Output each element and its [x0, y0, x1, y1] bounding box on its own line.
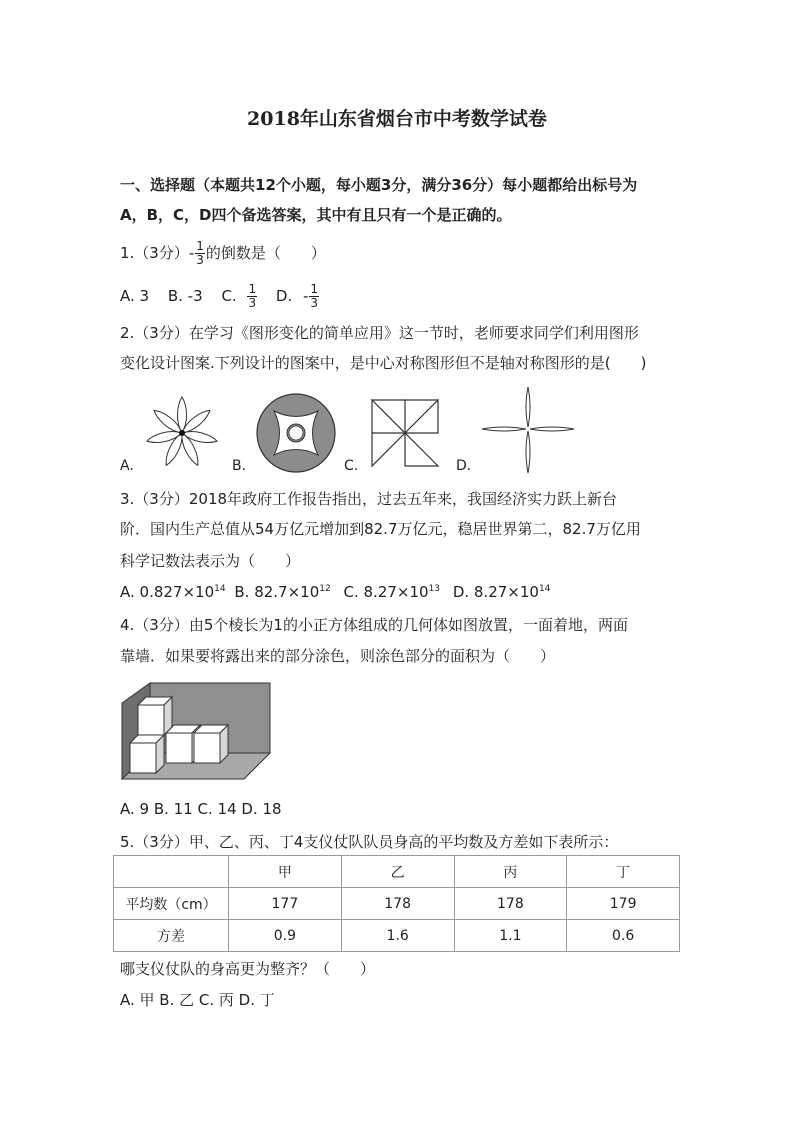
q1-options [120, 283, 320, 310]
q4-line-1: 4.（3分）由5个棱长为1的小正方体组成的几何体如图放置，一面着地，两面 [120, 616, 628, 634]
table-row [114, 856, 680, 888]
q2-line-2: 变化设计图案.下列设计的图案中，是中心对称图形但不是轴对称图形的是( ) [120, 354, 647, 372]
table-cell: 178 [341, 888, 454, 920]
q2-figure-b-disk [255, 392, 337, 474]
q3-options [120, 583, 550, 601]
q1-frac-num: 1 [196, 239, 204, 253]
table-cell: 1.6 [341, 920, 454, 952]
q5-options: A. 甲 B. 乙 C. 丙 D. 丁 [120, 991, 275, 1009]
q3-a-exp: 14 [214, 584, 226, 594]
table-cell: 0.9 [229, 920, 342, 952]
q3-d-base: D. 8.27×10 [452, 583, 539, 601]
table-cell: 177 [229, 888, 342, 920]
section-intro [120, 170, 700, 230]
row-label-variance: 方差 [114, 920, 229, 952]
q3-b-base: B. 82.7×10 [234, 583, 320, 601]
q3-option-d [453, 583, 551, 601]
q3-option-a [120, 583, 226, 601]
table-cell: 179 [567, 888, 680, 920]
q3-option-b [234, 583, 330, 601]
q1-option-b: B. -3 [167, 287, 203, 305]
q3-line-1: 3.（3分）2018年政府工作报告指出，过去五年来，我国经济实力跃上新台 [120, 490, 618, 508]
table-header-ding: 丁 [567, 856, 680, 888]
q3-c-base: C. 8.27×10 [343, 583, 429, 601]
page-title: 2018年山东省烟台市中考数学试卷 [247, 108, 547, 130]
q2-label-b: B. [232, 458, 247, 474]
table-header-bing: 丙 [454, 856, 567, 888]
q1-option-c-label: C. [221, 287, 237, 305]
q2-figure-d-leaves [480, 385, 576, 475]
q1-d-num: 1 [310, 282, 319, 296]
q1-c-den: 3 [248, 296, 257, 310]
q1-d-den: 3 [310, 296, 319, 310]
q4-figure-cubes [120, 681, 272, 782]
q3-b-exp: 12 [319, 584, 331, 594]
table-header-jia: 甲 [229, 856, 342, 888]
q1-stem [120, 240, 326, 267]
q1-frac-den: 3 [196, 253, 204, 267]
table-cell: 0.6 [567, 920, 680, 952]
section-line-2: A，B，C，D四个备选答案，其中有且只有一个是正确的。 [120, 206, 512, 224]
q2-label-d: D. [456, 458, 472, 474]
q2-label-a: A. [120, 458, 134, 474]
q1-option-d [309, 283, 319, 310]
q4-line-2: 靠墙．如果要将露出来的部分涂色，则涂色部分的面积为（ ） [120, 647, 556, 665]
q3-line-3: 科学记数法表示为（ ） [120, 552, 301, 570]
q1-c-num: 1 [248, 282, 257, 296]
q1-option-d-sign: - [303, 287, 309, 305]
q1-prefix: 1.（3分）- [120, 244, 195, 262]
table-row [114, 888, 680, 920]
q3-d-exp: 14 [538, 584, 551, 594]
q1-suffix: 的倒数是（ ） [205, 244, 326, 262]
q1-option-a: A. 3 [120, 287, 150, 305]
q1-fraction [195, 240, 205, 267]
table-cell [114, 856, 229, 888]
q3-option-c [344, 583, 441, 601]
q2-label-c: C. [344, 458, 359, 474]
q5-line-1: 5.（3分）甲、乙、丙、丁4支仪仗队队员身高的平均数及方差如下表所示： [120, 833, 619, 851]
section-line-1: 一、选择题（本题共12个小题，每小题3分，满分36分）每小题都给出标号为 [120, 176, 638, 194]
q3-a-base: A. 0.827×10 [120, 583, 215, 601]
q1-option-d-label: D. [275, 287, 293, 305]
q2-figure-c-pinwheel [370, 398, 440, 468]
q5-question: 哪支仪仗队的身高更为整齐？（ ） [120, 960, 376, 978]
q5-stats-table [113, 855, 680, 952]
q3-line-2: 阶．国内生产总值从54万亿元增加到82.7万亿元，稳居世界第二，82.7万亿用 [120, 520, 641, 538]
table-header-yi: 乙 [341, 856, 454, 888]
q4-options: A. 9 B. 11 C. 14 D. 18 [120, 800, 282, 818]
q2-line-1: 2.（3分）在学习《图形变化的简单应用》这一节时，老师要求同学们利用图形 [120, 324, 639, 342]
table-cell: 1.1 [454, 920, 567, 952]
q1-option-c [247, 283, 257, 310]
q2-figure-a-flower [145, 393, 223, 473]
q3-c-exp: 13 [428, 584, 441, 594]
table-row [114, 920, 680, 952]
row-label-mean: 平均数（cm） [114, 888, 229, 920]
table-cell: 178 [454, 888, 567, 920]
